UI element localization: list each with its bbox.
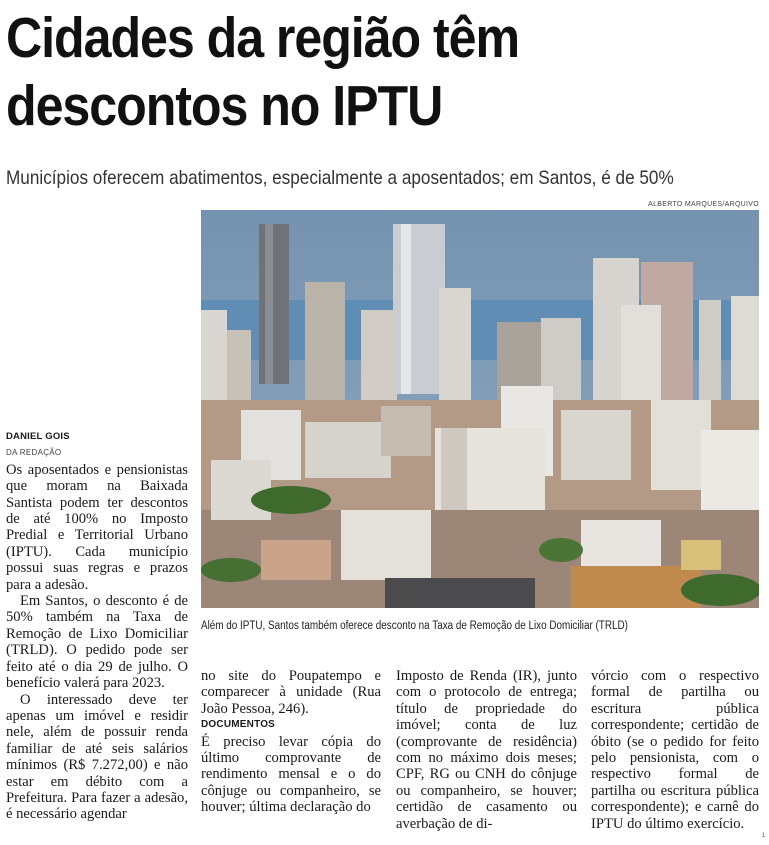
article-column-4 [591,668,759,832]
headline-line-2: descontos no IPTU [6,74,443,138]
page-number: 1 [761,833,765,839]
paragraph-1: Os aposentados e pensionistas que moram na Baixada Santista podem ter descontos de até 100% no Imposto Predial e Territorial Urbano (IPTU). Cada município possui suas regras e prazos para a adesão. [6,461,188,593]
paragraph-2: Em Santos, o desconto é de 50% também na Taxa de Remoção de Lixo Domiciliar (TRLD). O pedido pode ser feito até o dia 29 de julho. O benefício valerá para 2023. [6,593,188,692]
photo-credit: ALBERTO MARQUES/ARQUIVO [648,201,759,208]
article-column-1 [6,429,188,823]
photo-caption: Além do IPTU, Santos também oferece desconto na Taxa de Remoção de Lixo Domiciliar (TRLD) [201,620,628,632]
subtitle: Municípios oferecem abatimentos, especialmente a aposentados; em Santos, é de 50% [6,167,674,189]
section-heading: DOCUMENTOS [201,719,276,731]
headline-line-1: Cidades da região têm [6,6,520,70]
author-source: DA REDAÇÃO [6,448,62,458]
city-skyline-photo [201,210,759,608]
paragraph-3: O interessado deve ter apenas um imóvel e residir nele, além de possuir renda familiar de até seis salários mínimos (R$ 7.272,00) e não estar em débito com a Prefeitura. Para fazer a adesão, é necessário agendar [6,691,188,823]
paragraph-7: vórcio com o respectivo formal de partilha ou escritura pública correspondente; certidão de óbito (se o pedido for feito pelo pensionista, com o respectivo formal de partilha ou escritura pública correspondente); e carnê do IPTU do último exercício. [591,668,759,832]
skyline-illustration [201,210,759,608]
paragraph-4: no site do Poupatempo e comparecer à unidade (Rua João Pessoa, 246). [201,668,381,717]
headline [6,4,673,140]
paragraph-5: É preciso levar cópia do último comprovante de rendimento mensal e o do cônjuge ou companheiro, se houver; última declaração do [201,733,381,816]
author-name: DANIEL GOIS [6,431,70,442]
paragraph-6: Imposto de Renda (IR), junto com o protocolo de entrega; título de propriedade do imóvel; conta de luz (comprovante de residência) com no máximo dois meses; CPF, RG ou CNH do cônjuge ou companheiro, se houver; certidão de casamento ou averbação de di- [396,668,577,832]
article-column-3 [396,668,577,832]
article-column-2 [201,668,381,816]
